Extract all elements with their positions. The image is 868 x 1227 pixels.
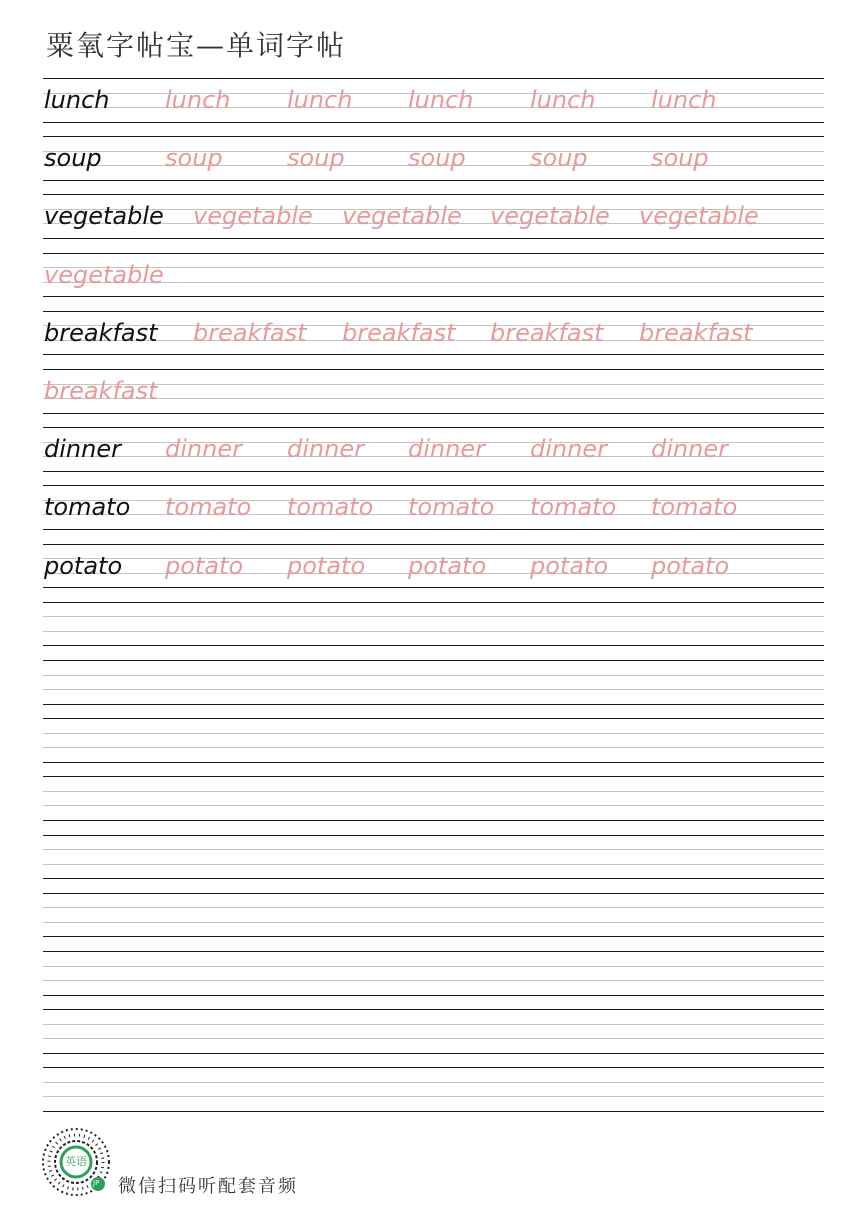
- footer: [40, 1126, 340, 1198]
- trace-word: vegetable: [490, 202, 610, 230]
- ruled-line: [43, 849, 824, 850]
- ruled-line: [43, 180, 824, 181]
- trace-word: dinner: [287, 435, 364, 463]
- ruled-line: [43, 253, 824, 254]
- ruled-line: [43, 907, 824, 908]
- ruled-line: [43, 544, 824, 545]
- ruled-line: [43, 675, 824, 676]
- ruled-line: [43, 893, 824, 894]
- trace-word: soup: [530, 144, 588, 172]
- trace-word: potato: [165, 552, 244, 580]
- trace-word: tomato: [287, 493, 374, 521]
- ruled-line: [43, 602, 824, 603]
- ruled-line: [43, 718, 824, 719]
- ruled-line: [43, 966, 824, 967]
- ruled-line: [43, 1038, 824, 1039]
- ruled-line: [43, 296, 824, 297]
- trace-word: lunch: [287, 86, 353, 114]
- trace-word: lunch: [530, 86, 596, 114]
- trace-word: potato: [651, 552, 730, 580]
- ruled-line: [43, 1024, 824, 1025]
- ruled-line: [43, 820, 824, 821]
- trace-word: potato: [530, 552, 609, 580]
- ruled-line: [43, 835, 824, 836]
- ruled-line: [43, 805, 824, 806]
- trace-word: soup: [287, 144, 345, 172]
- ruled-line: [43, 878, 824, 879]
- ruled-line: [43, 1111, 824, 1112]
- ruled-line: [43, 238, 824, 239]
- trace-word: lunch: [165, 86, 231, 114]
- trace-word: breakfast: [490, 319, 604, 347]
- ruled-line: [43, 689, 824, 690]
- qr-badge-label: 英语: [65, 1155, 87, 1168]
- trace-word: vegetable: [639, 202, 759, 230]
- ruled-line: [43, 980, 824, 981]
- trace-word: tomato: [408, 493, 495, 521]
- footer-caption: 微信扫码听配套音频: [118, 1176, 298, 1197]
- ruled-line: [43, 122, 824, 123]
- ruled-line: [43, 136, 824, 137]
- ruled-line: [43, 1009, 824, 1010]
- trace-word: dinner: [408, 435, 485, 463]
- trace-word: soup: [651, 144, 709, 172]
- ruled-line: [43, 616, 824, 617]
- trace-word: soup: [165, 144, 223, 172]
- trace-word: vegetable: [44, 261, 164, 289]
- ruled-line: [43, 427, 824, 428]
- ruled-line: [43, 951, 824, 952]
- ruled-line: [43, 936, 824, 937]
- ruled-line: [43, 776, 824, 777]
- ruled-line: [43, 922, 824, 923]
- ruled-line: [43, 587, 824, 588]
- trace-word: breakfast: [193, 319, 307, 347]
- qr-corner-label: JP: [93, 1179, 100, 1187]
- ruled-line: [43, 1082, 824, 1083]
- ruled-line: [43, 631, 824, 632]
- ruled-line: [43, 311, 824, 312]
- trace-word: vegetable: [193, 202, 313, 230]
- ruled-line: [43, 398, 824, 399]
- page-title: 粟氧字帖宝—单词字帖: [46, 29, 347, 62]
- ruled-line: [43, 485, 824, 486]
- trace-word: soup: [408, 144, 466, 172]
- ruled-line: [43, 704, 824, 705]
- ruled-line: [43, 194, 824, 195]
- model-word: lunch: [44, 86, 110, 114]
- ruled-line: [43, 384, 824, 385]
- model-word: dinner: [44, 435, 121, 463]
- trace-word: potato: [408, 552, 487, 580]
- ruled-line: [43, 529, 824, 530]
- trace-word: dinner: [651, 435, 728, 463]
- trace-word: dinner: [530, 435, 607, 463]
- ruled-line: [43, 995, 824, 996]
- ruled-line: [43, 864, 824, 865]
- ruled-line: [43, 660, 824, 661]
- ruled-line: [43, 78, 824, 79]
- ruled-line: [43, 413, 824, 414]
- ruled-line: [43, 1053, 824, 1054]
- trace-word: breakfast: [44, 377, 158, 405]
- trace-word: breakfast: [639, 319, 753, 347]
- ruled-line: [43, 747, 824, 748]
- model-word: tomato: [44, 493, 131, 521]
- trace-word: dinner: [165, 435, 242, 463]
- trace-word: breakfast: [342, 319, 456, 347]
- model-word: breakfast: [44, 319, 158, 347]
- ruled-line: [43, 645, 824, 646]
- model-word: potato: [44, 552, 123, 580]
- trace-word: potato: [287, 552, 366, 580]
- trace-word: lunch: [651, 86, 717, 114]
- ruled-line: [43, 791, 824, 792]
- ruled-line: [43, 762, 824, 763]
- trace-word: tomato: [165, 493, 252, 521]
- ruled-line: [43, 354, 824, 355]
- trace-word: vegetable: [342, 202, 462, 230]
- ruled-line: [43, 1067, 824, 1068]
- trace-word: lunch: [408, 86, 474, 114]
- model-word: vegetable: [44, 202, 164, 230]
- ruled-line: [43, 471, 824, 472]
- trace-word: tomato: [530, 493, 617, 521]
- ruled-line: [43, 369, 824, 370]
- ruled-line: [43, 1096, 824, 1097]
- model-word: soup: [44, 144, 102, 172]
- ruled-line: [43, 733, 824, 734]
- trace-word: tomato: [651, 493, 738, 521]
